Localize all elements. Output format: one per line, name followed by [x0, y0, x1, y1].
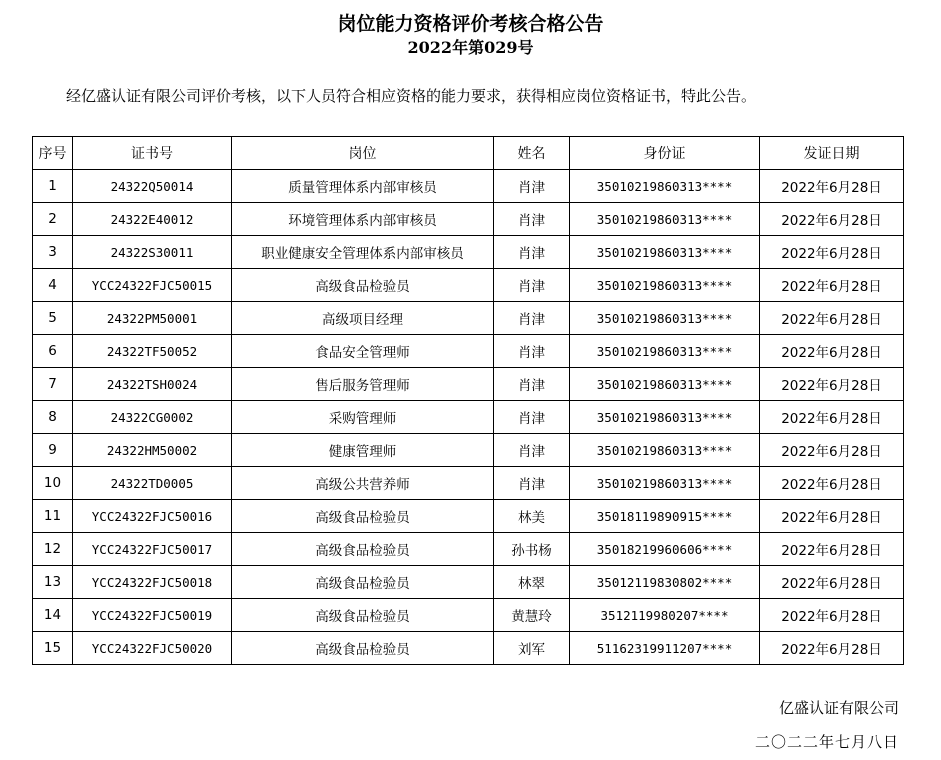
cell-index: 9 — [33, 434, 73, 467]
cell-id-card: 35010219860313**** — [570, 434, 760, 467]
cell-issue-date: 2022年6月28日 — [760, 500, 904, 533]
cell-id-card: 35010219860313**** — [570, 302, 760, 335]
cell-issue-date: 2022年6月28日 — [760, 434, 904, 467]
table-row — [33, 269, 904, 302]
cell-cert-no: YCC24322FJC50016 — [73, 500, 232, 533]
cell-issue-date: 2022年6月28日 — [760, 335, 904, 368]
table-row — [33, 467, 904, 500]
cell-issue-date: 2022年6月28日 — [760, 302, 904, 335]
column-header-issue-date: 发证日期 — [760, 137, 904, 170]
cell-name: 肖津 — [494, 467, 570, 500]
cell-position: 高级食品检验员 — [232, 599, 494, 632]
cell-issue-date: 2022年6月28日 — [760, 599, 904, 632]
cell-name: 肖津 — [494, 401, 570, 434]
cell-name: 刘军 — [494, 632, 570, 665]
column-header-name: 姓名 — [494, 137, 570, 170]
cell-index: 7 — [33, 368, 73, 401]
cell-name: 孙书杨 — [494, 533, 570, 566]
cell-position: 采购管理师 — [232, 401, 494, 434]
cell-name: 肖津 — [494, 335, 570, 368]
cell-position: 高级食品检验员 — [232, 533, 494, 566]
intro-paragraph: 经亿盛认证有限公司评价考核，以下人员符合相应资格的能力要求，获得相应岗位资格证书，特此公告。 — [66, 87, 757, 105]
cell-issue-date: 2022年6月28日 — [760, 467, 904, 500]
cell-cert-no: YCC24322FJC50018 — [73, 566, 232, 599]
issuer-company: 亿盛认证有限公司 — [778, 699, 899, 717]
cell-cert-no: 24322HM50002 — [73, 434, 232, 467]
cell-id-card: 35012119830802**** — [570, 566, 760, 599]
cell-cert-no: 24322TD0005 — [73, 467, 232, 500]
cell-cert-no: YCC24322FJC50015 — [73, 269, 232, 302]
cell-issue-date: 2022年6月28日 — [760, 368, 904, 401]
cell-id-card: 35010219860313**** — [570, 269, 760, 302]
table-row — [33, 566, 904, 599]
table-header-row — [33, 137, 904, 170]
column-header-id-card: 身份证 — [570, 137, 760, 170]
announcement-number: 2022年第029号 — [407, 38, 534, 57]
table-row — [33, 236, 904, 269]
cell-cert-no: YCC24322FJC50019 — [73, 599, 232, 632]
cell-position: 高级公共营养师 — [232, 467, 494, 500]
cell-position: 食品安全管理师 — [232, 335, 494, 368]
cell-index: 5 — [33, 302, 73, 335]
cell-index: 13 — [33, 566, 73, 599]
column-header-index: 序号 — [33, 137, 73, 170]
cell-name: 肖津 — [494, 302, 570, 335]
cell-index: 4 — [33, 269, 73, 302]
cell-name: 肖津 — [494, 368, 570, 401]
certificate-table — [32, 136, 904, 665]
table-row — [33, 170, 904, 203]
cell-position: 高级食品检验员 — [232, 566, 494, 599]
cell-id-card: 35010219860313**** — [570, 401, 760, 434]
cell-id-card: 3512119980207**** — [570, 599, 760, 632]
cell-name: 肖津 — [494, 203, 570, 236]
column-header-position: 岗位 — [232, 137, 494, 170]
cell-cert-no: 24322TF50052 — [73, 335, 232, 368]
cell-name: 黄慧玲 — [494, 599, 570, 632]
cell-position: 职业健康安全管理体系内部审核员 — [232, 236, 494, 269]
cell-cert-no: 24322CG0002 — [73, 401, 232, 434]
cell-id-card: 35010219860313**** — [570, 335, 760, 368]
cell-index: 11 — [33, 500, 73, 533]
cell-position: 环境管理体系内部审核员 — [232, 203, 494, 236]
cell-index: 3 — [33, 236, 73, 269]
table-row — [33, 302, 904, 335]
cell-position: 高级食品检验员 — [232, 500, 494, 533]
cell-position: 健康管理师 — [232, 434, 494, 467]
cell-cert-no: 24322S30011 — [73, 236, 232, 269]
cell-id-card: 35010219860313**** — [570, 467, 760, 500]
cell-index: 14 — [33, 599, 73, 632]
cell-position: 质量管理体系内部审核员 — [232, 170, 494, 203]
cell-id-card: 35010219860313**** — [570, 368, 760, 401]
cell-position: 售后服务管理师 — [232, 368, 494, 401]
table-row — [33, 401, 904, 434]
cell-index: 12 — [33, 533, 73, 566]
cell-position: 高级食品检验员 — [232, 269, 494, 302]
cell-issue-date: 2022年6月28日 — [760, 203, 904, 236]
page-title: 岗位能力资格评价考核合格公告 — [337, 13, 604, 35]
cell-name: 林翠 — [494, 566, 570, 599]
cell-index: 8 — [33, 401, 73, 434]
cell-issue-date: 2022年6月28日 — [760, 632, 904, 665]
table-row — [33, 533, 904, 566]
cell-position: 高级项目经理 — [232, 302, 494, 335]
table-body — [33, 170, 904, 665]
table-row — [33, 368, 904, 401]
cell-cert-no: YCC24322FJC50017 — [73, 533, 232, 566]
cell-name: 肖津 — [494, 236, 570, 269]
cell-issue-date: 2022年6月28日 — [760, 269, 904, 302]
cell-index: 15 — [33, 632, 73, 665]
table-row — [33, 632, 904, 665]
cell-id-card: 51162319911207**** — [570, 632, 760, 665]
cell-name: 肖津 — [494, 434, 570, 467]
table-row — [33, 434, 904, 467]
cell-cert-no: YCC24322FJC50020 — [73, 632, 232, 665]
table-row — [33, 599, 904, 632]
cell-index: 6 — [33, 335, 73, 368]
issue-date: 二〇二二年七月八日 — [754, 733, 899, 751]
cell-position: 高级食品检验员 — [232, 632, 494, 665]
cell-cert-no: 24322Q50014 — [73, 170, 232, 203]
cell-issue-date: 2022年6月28日 — [760, 533, 904, 566]
cell-id-card: 35010219860313**** — [570, 203, 760, 236]
cell-id-card: 35010219860313**** — [570, 170, 760, 203]
cell-name: 林美 — [494, 500, 570, 533]
cell-cert-no: 24322E40012 — [73, 203, 232, 236]
cell-id-card: 35010219860313**** — [570, 236, 760, 269]
cell-issue-date: 2022年6月28日 — [760, 236, 904, 269]
table-row — [33, 500, 904, 533]
cell-index: 1 — [33, 170, 73, 203]
column-header-cert-no: 证书号 — [73, 137, 232, 170]
cell-issue-date: 2022年6月28日 — [760, 401, 904, 434]
cell-cert-no: 24322PM50001 — [73, 302, 232, 335]
table-row — [33, 335, 904, 368]
cell-id-card: 35018219960606**** — [570, 533, 760, 566]
cell-issue-date: 2022年6月28日 — [760, 566, 904, 599]
cell-name: 肖津 — [494, 170, 570, 203]
cell-cert-no: 24322TSH0024 — [73, 368, 232, 401]
table-row — [33, 203, 904, 236]
cell-index: 10 — [33, 467, 73, 500]
cell-issue-date: 2022年6月28日 — [760, 170, 904, 203]
cell-id-card: 35018119890915**** — [570, 500, 760, 533]
cell-name: 肖津 — [494, 269, 570, 302]
cell-index: 2 — [33, 203, 73, 236]
